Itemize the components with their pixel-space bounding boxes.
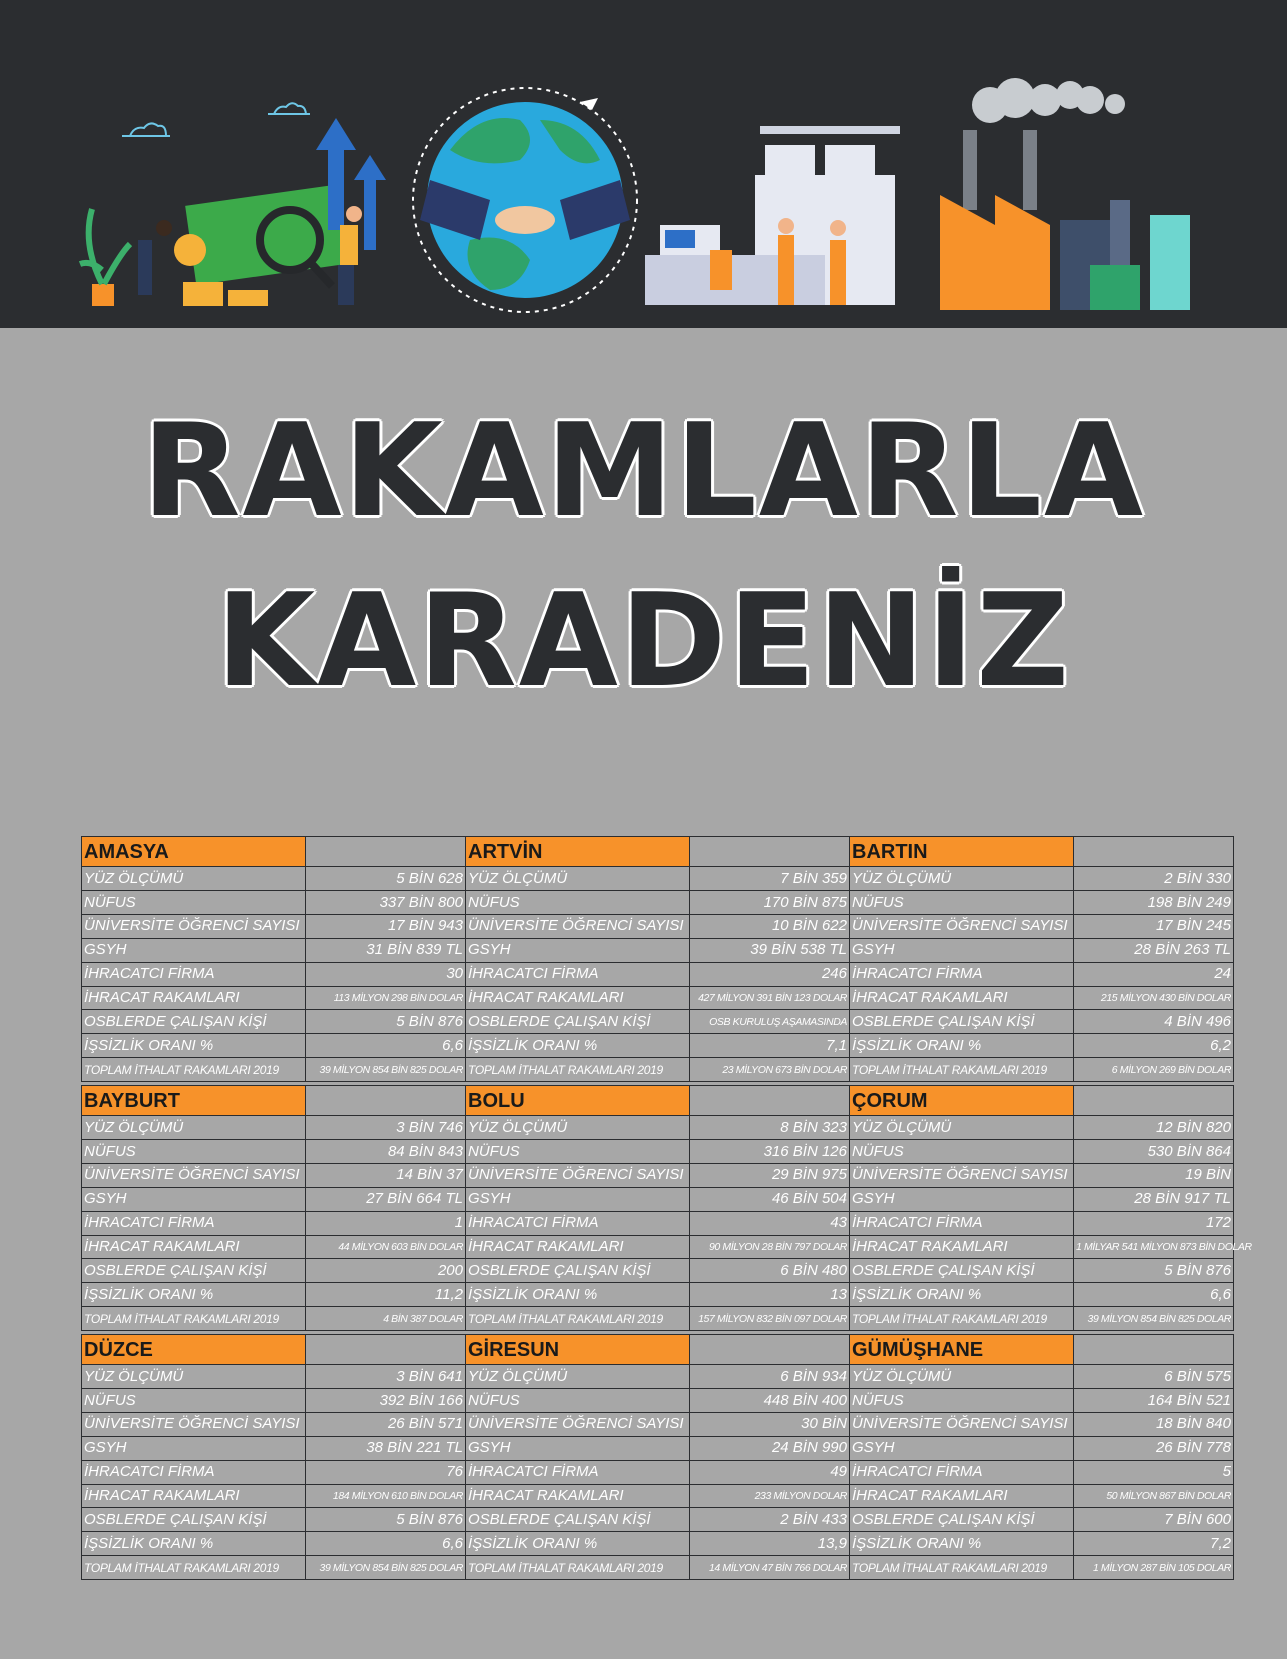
- table-row: [82, 1010, 466, 1034]
- row-value: 11,2: [306, 1283, 466, 1307]
- table-row: [466, 867, 850, 891]
- table-row: [466, 1010, 850, 1034]
- row-label: İHRACAT RAKAMLARI: [850, 1235, 1074, 1259]
- plant-icon: [80, 209, 130, 306]
- row-label: OSBLERDE ÇALIŞAN KİŞİ: [850, 1508, 1074, 1532]
- row-value: 38 BİN 221 TL: [306, 1436, 466, 1460]
- row-label: ÜNİVERSİTE ÖĞRENCİ SAYISI: [466, 915, 690, 939]
- row-value: 30 BİN: [690, 1413, 850, 1437]
- table-row: [850, 1389, 1234, 1413]
- row-label: OSBLERDE ÇALIŞAN KİŞİ: [850, 1259, 1074, 1283]
- province-table-duzce: [81, 1334, 466, 1580]
- row-value: 29 BİN 975: [690, 1164, 850, 1188]
- row-value: 5 BİN 876: [306, 1508, 466, 1532]
- row-value: 6 BİN 934: [690, 1365, 850, 1389]
- table-row: [850, 1532, 1234, 1556]
- table-row: [850, 1187, 1234, 1211]
- row-value: 1 MİLYAR 541 MİLYON 873 BİN DOLAR: [1074, 1235, 1234, 1259]
- header-blank-cell: [690, 1335, 850, 1365]
- province-table-bolu: [465, 1085, 850, 1331]
- row-value: 26 BİN 571: [306, 1413, 466, 1437]
- province-table: [81, 1085, 466, 1331]
- table-row: [82, 1058, 466, 1082]
- row-value: 18 BİN 840: [1074, 1413, 1234, 1437]
- row-value: 448 BİN 400: [690, 1389, 850, 1413]
- row-value: 30: [306, 962, 466, 986]
- row-label: İHRACAT RAKAMLARI: [82, 1235, 306, 1259]
- row-label: YÜZ ÖLÇÜMÜ: [466, 1365, 690, 1389]
- table-row: [850, 1211, 1234, 1235]
- row-label: OSBLERDE ÇALIŞAN KİŞİ: [466, 1508, 690, 1532]
- table-header-row: [82, 1335, 466, 1365]
- row-value: 39 MİLYON 854 BİN 825 DOLAR: [1074, 1307, 1234, 1331]
- province-table-bartin: [849, 836, 1234, 1082]
- table-row: [850, 1034, 1234, 1058]
- row-value: 5 BİN 876: [1074, 1259, 1234, 1283]
- row-label: GSYH: [850, 1187, 1074, 1211]
- table-row: [850, 938, 1234, 962]
- table-row: [82, 1389, 466, 1413]
- row-label: YÜZ ÖLÇÜMÜ: [850, 1365, 1074, 1389]
- row-value: 31 BİN 839 TL: [306, 938, 466, 962]
- row-label: TOPLAM İTHALAT RAKAMLARI 2019: [850, 1307, 1074, 1331]
- row-label: OSBLERDE ÇALIŞAN KİŞİ: [466, 1010, 690, 1034]
- row-label: YÜZ ÖLÇÜMÜ: [82, 1116, 306, 1140]
- table-row: [850, 1365, 1234, 1389]
- row-value: 4 BİN 387 DOLAR: [306, 1307, 466, 1331]
- table-row: [466, 1484, 850, 1508]
- row-label: ÜNİVERSİTE ÖĞRENCİ SAYISI: [466, 1413, 690, 1437]
- row-label: İHRACATCI FİRMA: [850, 962, 1074, 986]
- row-value: 164 BİN 521: [1074, 1389, 1234, 1413]
- table-row: [82, 1259, 466, 1283]
- row-value: 6 BİN 575: [1074, 1365, 1234, 1389]
- row-value: 5 BİN 628: [306, 867, 466, 891]
- row-label: ÜNİVERSİTE ÖĞRENCİ SAYISI: [850, 1413, 1074, 1437]
- row-label: OSBLERDE ÇALIŞAN KİŞİ: [82, 1259, 306, 1283]
- row-label: İHRACATCI FİRMA: [466, 962, 690, 986]
- row-value: 3 BİN 746: [306, 1116, 466, 1140]
- row-value: OSB KURULUŞ AŞAMASINDA: [690, 1010, 850, 1034]
- row-value: 184 MİLYON 610 BİN DOLAR: [306, 1484, 466, 1508]
- table-row: [850, 1116, 1234, 1140]
- table-row: [850, 1235, 1234, 1259]
- table-row: [850, 1164, 1234, 1188]
- table-row: [82, 1164, 466, 1188]
- row-value: 28 BİN 917 TL: [1074, 1187, 1234, 1211]
- table-row: [466, 938, 850, 962]
- row-value: 6,2: [1074, 1034, 1234, 1058]
- row-label: NÜFUS: [850, 1389, 1074, 1413]
- banner-illustration: [0, 0, 1287, 328]
- table-header-row: [466, 1086, 850, 1116]
- row-label: TOPLAM İTHALAT RAKAMLARI 2019: [850, 1556, 1074, 1580]
- table-header-row: [850, 1335, 1234, 1365]
- row-value: 233 MİLYON DOLAR: [690, 1484, 850, 1508]
- table-header-row: [82, 837, 466, 867]
- factory-icon: [940, 78, 1190, 310]
- table-row: [466, 1058, 850, 1082]
- headline-line-1: RAKAMLARLA: [141, 397, 1146, 546]
- table-row: [850, 1484, 1234, 1508]
- row-value: 39 BİN 538 TL: [690, 938, 850, 962]
- table-row: [466, 1508, 850, 1532]
- row-value: 316 BİN 126: [690, 1140, 850, 1164]
- row-value: 7 BİN 359: [690, 867, 850, 891]
- table-header-row: [466, 1335, 850, 1365]
- row-label: NÜFUS: [82, 1140, 306, 1164]
- row-value: 113 MİLYON 298 BİN DOLAR: [306, 986, 466, 1010]
- table-row: [466, 1532, 850, 1556]
- table-row: [82, 1187, 466, 1211]
- row-label: YÜZ ÖLÇÜMÜ: [466, 1116, 690, 1140]
- table-row: [850, 1508, 1234, 1532]
- row-label: İŞSİZLİK ORANI %: [466, 1034, 690, 1058]
- province-table: [81, 1334, 466, 1580]
- row-value: 39 MİLYON 854 BİN 825 DOLAR: [306, 1058, 466, 1082]
- row-label: İŞSİZLİK ORANI %: [850, 1532, 1074, 1556]
- table-row: [82, 1140, 466, 1164]
- row-label: İŞSİZLİK ORANI %: [82, 1034, 306, 1058]
- row-label: GSYH: [466, 1436, 690, 1460]
- table-row: [850, 1460, 1234, 1484]
- row-label: ÜNİVERSİTE ÖĞRENCİ SAYISI: [466, 1164, 690, 1188]
- table-row: [82, 1532, 466, 1556]
- table-row: [466, 915, 850, 939]
- province-name: ARTVİN: [466, 837, 690, 867]
- row-value: 4 BİN 496: [1074, 1010, 1234, 1034]
- table-row: [82, 1307, 466, 1331]
- row-value: 2 BİN 330: [1074, 867, 1234, 891]
- header-blank-cell: [1074, 837, 1234, 867]
- row-value: 24: [1074, 962, 1234, 986]
- table-row: [466, 1187, 850, 1211]
- row-label: İHRACAT RAKAMLARI: [466, 1235, 690, 1259]
- row-value: 198 BİN 249: [1074, 891, 1234, 915]
- table-row: [82, 1436, 466, 1460]
- province-name: BAYBURT: [82, 1086, 306, 1116]
- table-row: [82, 915, 466, 939]
- row-label: GSYH: [466, 938, 690, 962]
- table-row: [82, 1034, 466, 1058]
- row-label: GSYH: [850, 1436, 1074, 1460]
- row-label: İHRACATCI FİRMA: [466, 1460, 690, 1484]
- row-value: 14 BİN 37: [306, 1164, 466, 1188]
- table-row: [466, 1211, 850, 1235]
- header-blank-cell: [1074, 1086, 1234, 1116]
- row-label: YÜZ ÖLÇÜMÜ: [466, 867, 690, 891]
- row-label: İŞSİZLİK ORANI %: [82, 1532, 306, 1556]
- row-value: 14 MİLYON 47 BİN 766 DOLAR: [690, 1556, 850, 1580]
- row-value: 10 BİN 622: [690, 915, 850, 939]
- row-label: İHRACATCI FİRMA: [850, 1211, 1074, 1235]
- table-row: [466, 986, 850, 1010]
- money-icon: [174, 185, 345, 306]
- table-row: [82, 1460, 466, 1484]
- table-row: [850, 1283, 1234, 1307]
- table-row: [850, 867, 1234, 891]
- table-row: [466, 1164, 850, 1188]
- table-row: [850, 1010, 1234, 1034]
- province-table: [849, 1085, 1252, 1331]
- row-label: TOPLAM İTHALAT RAKAMLARI 2019: [82, 1307, 306, 1331]
- row-label: TOPLAM İTHALAT RAKAMLARI 2019: [466, 1556, 690, 1580]
- row-value: 172: [1074, 1211, 1234, 1235]
- row-value: 530 BİN 864: [1074, 1140, 1234, 1164]
- header-blank-cell: [306, 1086, 466, 1116]
- table-row: [466, 1235, 850, 1259]
- row-value: 17 BİN 943: [306, 915, 466, 939]
- table-row: [466, 1556, 850, 1580]
- row-value: 1 MİLYON 287 BİN 105 DOLAR: [1074, 1556, 1234, 1580]
- province-table-bayburt: [81, 1085, 466, 1331]
- row-value: 6 MİLYON 269 BİN DOLAR: [1074, 1058, 1234, 1082]
- table-row: [82, 1508, 466, 1532]
- headline-line-2: KARADENİZ: [215, 567, 1072, 716]
- row-value: 337 BİN 800: [306, 891, 466, 915]
- table-row: [466, 891, 850, 915]
- row-value: 84 BİN 843: [306, 1140, 466, 1164]
- row-value: 19 BİN: [1074, 1164, 1234, 1188]
- row-value: 13,9: [690, 1532, 850, 1556]
- province-table: [849, 1334, 1234, 1580]
- row-value: 13: [690, 1283, 850, 1307]
- province-table-artvin: [465, 836, 850, 1082]
- row-label: GSYH: [850, 938, 1074, 962]
- row-label: İHRACAT RAKAMLARI: [466, 986, 690, 1010]
- province-name: DÜZCE: [82, 1335, 306, 1365]
- globe-icon: [413, 88, 637, 312]
- row-label: TOPLAM İTHALAT RAKAMLARI 2019: [82, 1556, 306, 1580]
- header-blank-cell: [306, 837, 466, 867]
- header-blank-cell: [1074, 1335, 1234, 1365]
- row-label: NÜFUS: [82, 1389, 306, 1413]
- row-label: YÜZ ÖLÇÜMÜ: [850, 1116, 1074, 1140]
- row-label: OSBLERDE ÇALIŞAN KİŞİ: [82, 1010, 306, 1034]
- row-label: İHRACATCI FİRMA: [82, 1211, 306, 1235]
- header-blank-cell: [690, 1086, 850, 1116]
- table-row: [82, 938, 466, 962]
- table-row: [466, 1283, 850, 1307]
- table-row: [850, 1140, 1234, 1164]
- table-row: [466, 1460, 850, 1484]
- row-label: TOPLAM İTHALAT RAKAMLARI 2019: [466, 1307, 690, 1331]
- row-label: GSYH: [82, 938, 306, 962]
- row-label: ÜNİVERSİTE ÖĞRENCİ SAYISI: [82, 1164, 306, 1188]
- table-row: [466, 1413, 850, 1437]
- row-value: 49: [690, 1460, 850, 1484]
- row-label: İHRACAT RAKAMLARI: [82, 986, 306, 1010]
- table-row: [466, 1436, 850, 1460]
- table-row: [466, 1307, 850, 1331]
- row-label: NÜFUS: [82, 891, 306, 915]
- row-label: İŞSİZLİK ORANI %: [466, 1532, 690, 1556]
- row-label: İHRACATCI FİRMA: [466, 1211, 690, 1235]
- row-label: YÜZ ÖLÇÜMÜ: [82, 867, 306, 891]
- row-label: İHRACAT RAKAMLARI: [850, 986, 1074, 1010]
- row-value: 17 BİN 245: [1074, 915, 1234, 939]
- province-table-giresun: [465, 1334, 850, 1580]
- table-row: [82, 1116, 466, 1140]
- row-label: İHRACAT RAKAMLARI: [82, 1484, 306, 1508]
- table-row: [850, 986, 1234, 1010]
- row-label: İHRACATCI FİRMA: [850, 1460, 1074, 1484]
- row-label: NÜFUS: [850, 1140, 1074, 1164]
- row-value: 170 BİN 875: [690, 891, 850, 915]
- table-row: [850, 962, 1234, 986]
- province-table: [465, 836, 850, 1082]
- table-row: [82, 962, 466, 986]
- table-row: [466, 962, 850, 986]
- province-name: GİRESUN: [466, 1335, 690, 1365]
- row-value: 7,1: [690, 1034, 850, 1058]
- table-row: [466, 1365, 850, 1389]
- row-label: ÜNİVERSİTE ÖĞRENCİ SAYISI: [850, 1164, 1074, 1188]
- row-value: 200: [306, 1259, 466, 1283]
- row-value: 43: [690, 1211, 850, 1235]
- row-value: 2 BİN 433: [690, 1508, 850, 1532]
- row-value: 7 BİN 600: [1074, 1508, 1234, 1532]
- row-label: NÜFUS: [466, 1389, 690, 1413]
- table-row: [82, 1365, 466, 1389]
- province-name: GÜMÜŞHANE: [850, 1335, 1074, 1365]
- row-value: 246: [690, 962, 850, 986]
- row-value: 3 BİN 641: [306, 1365, 466, 1389]
- row-value: 8 BİN 323: [690, 1116, 850, 1140]
- table-row: [466, 1259, 850, 1283]
- table-row: [82, 1484, 466, 1508]
- row-value: 5: [1074, 1460, 1234, 1484]
- row-value: 23 MİLYON 673 BİN DOLAR: [690, 1058, 850, 1082]
- row-value: 28 BİN 263 TL: [1074, 938, 1234, 962]
- row-value: 427 MİLYON 391 BİN 123 DOLAR: [690, 986, 850, 1010]
- row-label: NÜFUS: [466, 891, 690, 915]
- table-row: [850, 1307, 1234, 1331]
- header-blank-cell: [690, 837, 850, 867]
- table-row: [82, 867, 466, 891]
- row-value: 1: [306, 1211, 466, 1235]
- row-label: ÜNİVERSİTE ÖĞRENCİ SAYISI: [82, 915, 306, 939]
- province-name: BOLU: [466, 1086, 690, 1116]
- table-row: [82, 1235, 466, 1259]
- row-label: GSYH: [82, 1436, 306, 1460]
- row-label: İŞSİZLİK ORANI %: [82, 1283, 306, 1307]
- row-label: TOPLAM İTHALAT RAKAMLARI 2019: [466, 1058, 690, 1082]
- province-table: [849, 836, 1234, 1082]
- province-table-gumushane: [849, 1334, 1234, 1580]
- row-value: 50 MİLYON 867 BİN DOLAR: [1074, 1484, 1234, 1508]
- row-label: GSYH: [82, 1187, 306, 1211]
- cloud-icon: [122, 103, 310, 136]
- row-value: 392 BİN 166: [306, 1389, 466, 1413]
- row-label: ÜNİVERSİTE ÖĞRENCİ SAYISI: [850, 915, 1074, 939]
- table-header-row: [466, 837, 850, 867]
- table-row: [466, 1034, 850, 1058]
- row-value: 5 BİN 876: [306, 1010, 466, 1034]
- row-label: İHRACAT RAKAMLARI: [466, 1484, 690, 1508]
- row-label: TOPLAM İTHALAT RAKAMLARI 2019: [850, 1058, 1074, 1082]
- row-label: İŞSİZLİK ORANI %: [466, 1283, 690, 1307]
- province-name: AMASYA: [82, 837, 306, 867]
- province-name: ÇORUM: [850, 1086, 1074, 1116]
- row-value: 6,6: [306, 1532, 466, 1556]
- row-label: İHRACATCI FİRMA: [82, 962, 306, 986]
- province-table: [465, 1085, 850, 1331]
- table-row: [466, 1389, 850, 1413]
- row-label: İHRACAT RAKAMLARI: [850, 1484, 1074, 1508]
- row-label: TOPLAM İTHALAT RAKAMLARI 2019: [82, 1058, 306, 1082]
- row-label: YÜZ ÖLÇÜMÜ: [82, 1365, 306, 1389]
- row-value: 39 MİLYON 854 BİN 825 DOLAR: [306, 1556, 466, 1580]
- table-row: [82, 1413, 466, 1437]
- row-value: 76: [306, 1460, 466, 1484]
- table-row: [82, 891, 466, 915]
- table-row: [82, 1556, 466, 1580]
- row-label: OSBLERDE ÇALIŞAN KİŞİ: [466, 1259, 690, 1283]
- header-blank-cell: [306, 1335, 466, 1365]
- table-row: [850, 891, 1234, 915]
- province-table: [465, 1334, 850, 1580]
- row-label: OSBLERDE ÇALIŞAN KİŞİ: [850, 1010, 1074, 1034]
- table-row: [82, 1283, 466, 1307]
- province-table-amasya: [81, 836, 466, 1082]
- table-row: [82, 1211, 466, 1235]
- row-label: ÜNİVERSİTE ÖĞRENCİ SAYISI: [82, 1413, 306, 1437]
- table-row: [850, 1556, 1234, 1580]
- row-value: 27 BİN 664 TL: [306, 1187, 466, 1211]
- row-label: OSBLERDE ÇALIŞAN KİŞİ: [82, 1508, 306, 1532]
- row-label: İŞSİZLİK ORANI %: [850, 1283, 1074, 1307]
- row-value: 7,2: [1074, 1532, 1234, 1556]
- table-row: [850, 1413, 1234, 1437]
- row-value: 90 MİLYON 28 BİN 797 DOLAR: [690, 1235, 850, 1259]
- province-table-corum: [849, 1085, 1252, 1331]
- table-row: [850, 915, 1234, 939]
- production-line-icon: [645, 126, 900, 305]
- row-value: 24 BİN 990: [690, 1436, 850, 1460]
- row-label: NÜFUS: [850, 891, 1074, 915]
- table-row: [466, 1116, 850, 1140]
- row-label: NÜFUS: [466, 1140, 690, 1164]
- table-row: [850, 1436, 1234, 1460]
- table-row: [850, 1259, 1234, 1283]
- table-row: [850, 1058, 1234, 1082]
- row-value: 215 MİLYON 430 BİN DOLAR: [1074, 986, 1234, 1010]
- row-value: 46 BİN 504: [690, 1187, 850, 1211]
- row-value: 6,6: [306, 1034, 466, 1058]
- header-banner: [0, 0, 1287, 328]
- row-label: YÜZ ÖLÇÜMÜ: [850, 867, 1074, 891]
- table-header-row: [850, 1086, 1234, 1116]
- province-name: BARTIN: [850, 837, 1074, 867]
- row-value: 6 BİN 480: [690, 1259, 850, 1283]
- row-value: 157 MİLYON 832 BİN 097 DOLAR: [690, 1307, 850, 1331]
- row-value: 26 BİN 778: [1074, 1436, 1234, 1460]
- row-value: 44 MİLYON 603 BİN DOLAR: [306, 1235, 466, 1259]
- table-header-row: [82, 1086, 466, 1116]
- table-row: [82, 986, 466, 1010]
- row-label: İŞSİZLİK ORANI %: [850, 1034, 1074, 1058]
- table-header-row: [850, 837, 1234, 867]
- table-row: [466, 1140, 850, 1164]
- province-grid: [81, 836, 1252, 1580]
- row-value: 6,6: [1074, 1283, 1234, 1307]
- row-value: 12 BİN 820: [1074, 1116, 1234, 1140]
- province-table: [81, 836, 466, 1082]
- row-label: İHRACATCI FİRMA: [82, 1460, 306, 1484]
- row-label: GSYH: [466, 1187, 690, 1211]
